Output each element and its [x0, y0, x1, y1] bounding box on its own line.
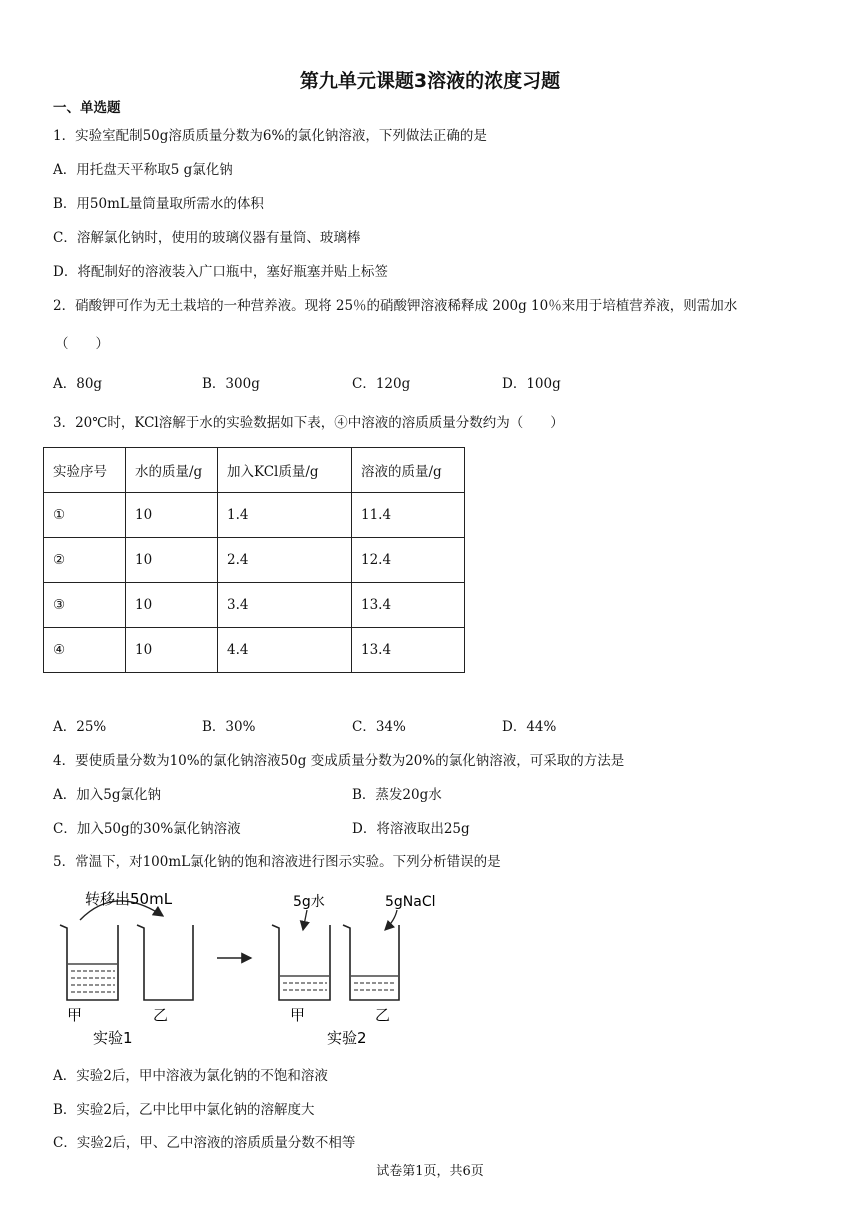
q4-option-c: C．加入50g的30%氯化钠溶液 — [53, 821, 241, 837]
q2-option-c: C．120g — [352, 376, 411, 392]
q1-option-b: B．用50mL量筒量取所需水的体积 — [53, 196, 264, 212]
table-header-cell: 加入KCl质量/g — [218, 448, 352, 493]
table-cell: 13.4 — [352, 583, 465, 628]
q5-option-c: C．实验2后，甲、乙中溶液的溶质质量分数不相等 — [53, 1135, 356, 1151]
table-row — [44, 628, 465, 673]
table-cell: ④ — [44, 628, 126, 673]
q2-option-d: D．100g — [502, 376, 561, 392]
water-label: 5g水 — [293, 894, 325, 910]
beaker-jia-exp1 — [60, 925, 118, 1000]
q4-option-b: B．蒸发20g水 — [352, 787, 442, 803]
q3-option-a: A．25% — [53, 719, 107, 735]
q3-option-c: C．34% — [352, 719, 406, 735]
nacl-label: 5gNaCl — [385, 894, 436, 910]
page-title: 第九单元课题3溶液的浓度习题 — [299, 70, 561, 92]
label-jia-exp1: 甲 — [67, 1006, 83, 1024]
q1-stem: 1．实验室配制50g溶质质量分数为6%的氯化钠溶液，下列做法正确的是 — [53, 128, 487, 144]
section-heading: 一、单选题 — [53, 100, 121, 116]
table-cell: 3.4 — [218, 583, 352, 628]
table-cell: 10 — [126, 493, 218, 538]
table-cell: ③ — [44, 583, 126, 628]
q4-stem: 4．要使质量分数为10%的氯化钠溶液50g 变成质量分数为20%的氯化钠溶液，可采取的方法是 — [53, 753, 625, 769]
table-header-row — [44, 448, 465, 493]
table-cell: 10 — [126, 628, 218, 673]
q2-stem: 2．硝酸钾可作为无土栽培的一种营养液。现将 25％的硝酸钾溶液稀释成 200g 10％来用于培植营养液，则需加水 — [53, 298, 738, 314]
q1-option-d: D．将配制好的溶液装入广口瓶中，塞好瓶塞并贴上标签 — [53, 264, 388, 280]
page-footer: 试卷第1页，共6页 — [376, 1164, 484, 1179]
q3-option-d: D．44% — [502, 719, 557, 735]
table-cell: 2.4 — [218, 538, 352, 583]
q5-option-a: A．实验2后，甲中溶液为氯化钠的不饱和溶液 — [53, 1068, 328, 1084]
label-experiment-2: 实验2 — [327, 1029, 367, 1047]
q3-stem: 3．20℃时，KCl溶解于水的实验数据如下表，④中溶液的溶质质量分数约为（ ） — [53, 415, 564, 431]
nacl-arrow — [385, 910, 397, 930]
label-yi-exp2: 乙 — [375, 1006, 391, 1024]
q3-option-b: B．30% — [202, 719, 256, 735]
label-experiment-1: 实验1 — [93, 1029, 133, 1047]
beaker-yi-exp1 — [137, 925, 193, 1000]
table-row — [44, 493, 465, 538]
q2-option-b: B．300g — [202, 376, 260, 392]
table-cell: 10 — [126, 538, 218, 583]
table-row — [44, 538, 465, 583]
table-row — [44, 583, 465, 628]
beaker-experiment-figure — [45, 880, 465, 1050]
label-yi-exp1: 乙 — [153, 1006, 169, 1024]
q1-option-c: C．溶解氯化钠时，使用的玻璃仪器有量筒、玻璃棒 — [53, 230, 361, 246]
table-header-cell: 水的质量/g — [126, 448, 218, 493]
table-cell: 1.4 — [218, 493, 352, 538]
q1-option-a: A．用托盘天平称取5 g氯化钠 — [53, 162, 233, 178]
q4-option-d: D．将溶液取出25g — [352, 821, 470, 837]
kcl-data-table — [43, 447, 465, 673]
table-cell: 4.4 — [218, 628, 352, 673]
beaker-jia-exp2 — [272, 925, 330, 1000]
table-cell: ① — [44, 493, 126, 538]
table-cell: 12.4 — [352, 538, 465, 583]
q5-option-b: B．实验2后，乙中比甲中氯化钠的溶解度大 — [53, 1102, 315, 1118]
table-cell: 11.4 — [352, 493, 465, 538]
q2-answer-paren: （ ） — [55, 336, 109, 352]
table-header-cell: 溶液的质量/g — [352, 448, 465, 493]
label-jia-exp2: 甲 — [290, 1006, 306, 1024]
beaker-yi-exp2 — [343, 925, 399, 1000]
q4-option-a: A．加入5g氯化钠 — [53, 787, 161, 803]
table-header-cell: 实验序号 — [44, 448, 126, 493]
table-cell: ② — [44, 538, 126, 583]
table-cell: 10 — [126, 583, 218, 628]
water-arrow — [303, 910, 307, 930]
table-cell: 13.4 — [352, 628, 465, 673]
q5-stem: 5．常温下，对100mL氯化钠的饱和溶液进行图示实验。下列分析错误的是 — [53, 854, 501, 870]
transfer-label: 转移出50mL — [85, 890, 173, 908]
q2-option-a: A．80g — [53, 376, 103, 392]
